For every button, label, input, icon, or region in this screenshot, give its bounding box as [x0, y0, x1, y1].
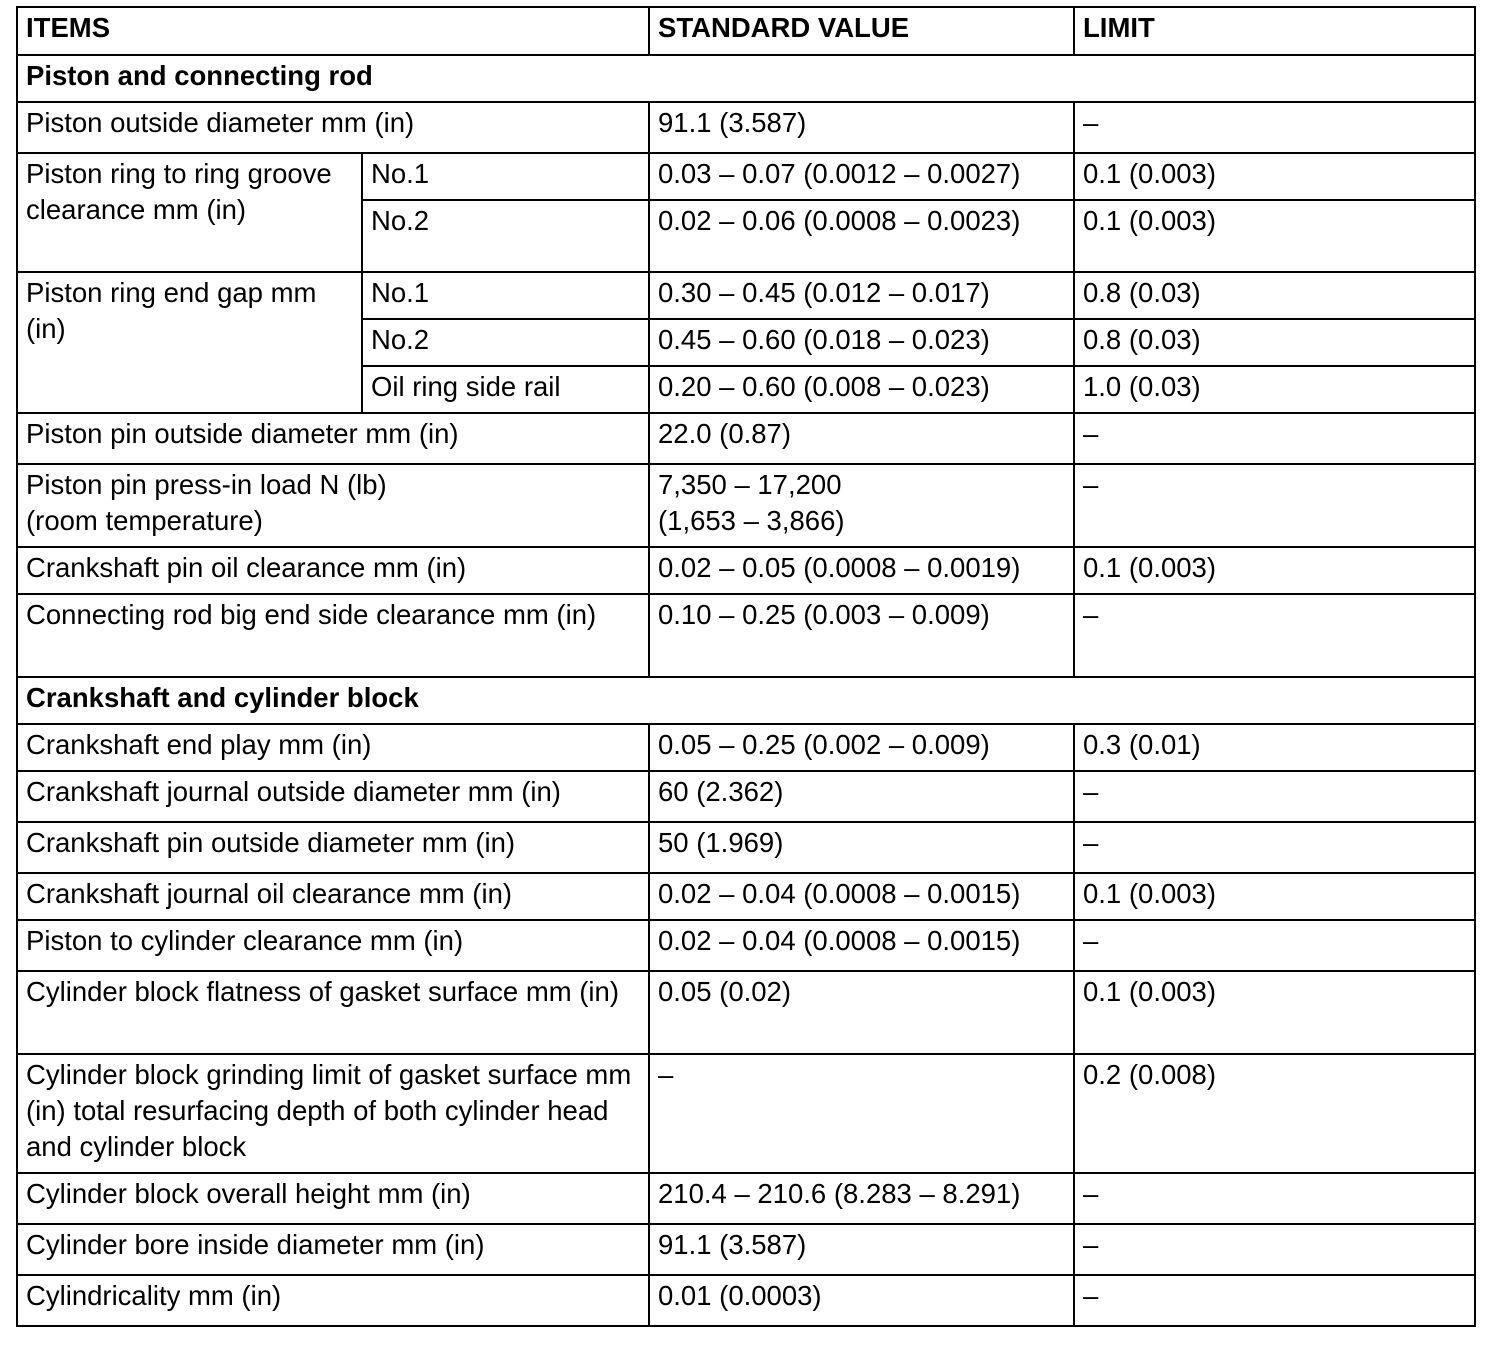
- standard-value-cell: 0.05 (0.02): [649, 971, 1074, 1054]
- section-row: [17, 55, 1475, 102]
- table-row: [17, 413, 1475, 464]
- limit-cell: –: [1074, 594, 1475, 677]
- limit-cell: –: [1074, 1173, 1475, 1224]
- standard-value-cell: 210.4 – 210.6 (8.283 – 8.291): [649, 1173, 1074, 1224]
- limit-cell: 0.2 (0.008): [1074, 1054, 1475, 1173]
- standard-value-cell: 91.1 (3.587): [649, 102, 1074, 153]
- standard-value-cell: 0.02 – 0.04 (0.0008 – 0.0015): [649, 873, 1074, 920]
- sub-item-cell: No.2: [362, 200, 649, 272]
- standard-value-cell: 91.1 (3.587): [649, 1224, 1074, 1275]
- standard-value-cell: 22.0 (0.87): [649, 413, 1074, 464]
- sub-item-cell: Oil ring side rail: [362, 366, 649, 413]
- item-cell: Crankshaft pin oil clearance mm (in): [17, 547, 649, 594]
- limit-cell: –: [1074, 464, 1475, 547]
- table-row: [17, 1054, 1475, 1173]
- limit-cell: –: [1074, 413, 1475, 464]
- standard-value-cell: –: [649, 1054, 1074, 1173]
- table-row: [17, 873, 1475, 920]
- standard-value-cell: 0.02 – 0.06 (0.0008 – 0.0023): [649, 200, 1074, 272]
- standard-value-cell: 0.45 – 0.60 (0.018 – 0.023): [649, 319, 1074, 366]
- header-standard-value: STANDARD VALUE: [649, 7, 1074, 55]
- limit-cell: 1.0 (0.03): [1074, 366, 1475, 413]
- standard-value-cell: 0.03 – 0.07 (0.0012 – 0.0027): [649, 153, 1074, 200]
- standard-value-cell: 0.20 – 0.60 (0.008 – 0.023): [649, 366, 1074, 413]
- sub-item-cell: No.2: [362, 319, 649, 366]
- limit-cell: –: [1074, 920, 1475, 971]
- header-limit: LIMIT: [1074, 7, 1475, 55]
- item-cell: Cylinder block flatness of gasket surface mm (in): [17, 971, 649, 1054]
- limit-cell: 0.3 (0.01): [1074, 724, 1475, 771]
- sub-item-cell: No.1: [362, 153, 649, 200]
- table-row: [17, 724, 1475, 771]
- standard-value-cell: 7,350 – 17,200 (1,653 – 3,866): [649, 464, 1074, 547]
- section-row: [17, 677, 1475, 724]
- limit-cell: 0.1 (0.003): [1074, 200, 1475, 272]
- specification-table: [16, 6, 1476, 1327]
- limit-cell: 0.8 (0.03): [1074, 272, 1475, 319]
- standard-value-cell: 0.02 – 0.05 (0.0008 – 0.0019): [649, 547, 1074, 594]
- item-cell: Piston pin outside diameter mm (in): [17, 413, 649, 464]
- standard-value-cell: 0.01 (0.0003): [649, 1275, 1074, 1326]
- table-row: [17, 272, 1475, 319]
- sub-item-cell: No.1: [362, 272, 649, 319]
- item-cell: Crankshaft pin outside diameter mm (in): [17, 822, 649, 873]
- item-cell: Piston ring to ring groove clearance mm (in): [17, 153, 362, 272]
- item-cell: Piston ring end gap mm (in): [17, 272, 362, 413]
- item-cell: Piston to cylinder clearance mm (in): [17, 920, 649, 971]
- item-cell: Crankshaft journal outside diameter mm (in): [17, 771, 649, 822]
- limit-cell: –: [1074, 822, 1475, 873]
- table-row: [17, 547, 1475, 594]
- limit-cell: –: [1074, 1224, 1475, 1275]
- header-items: ITEMS: [17, 7, 649, 55]
- table-row: [17, 771, 1475, 822]
- limit-cell: 0.1 (0.003): [1074, 153, 1475, 200]
- section-title: Piston and connecting rod: [17, 55, 1475, 102]
- item-cell: Piston outside diameter mm (in): [17, 102, 649, 153]
- item-cell: Cylinder block grinding limit of gasket surface mm (in) total resurfacing depth of both cylinder head and cylinder block: [17, 1054, 649, 1173]
- limit-cell: –: [1074, 102, 1475, 153]
- table-row: [17, 153, 1475, 200]
- table-row: [17, 971, 1475, 1054]
- limit-cell: 0.8 (0.03): [1074, 319, 1475, 366]
- header-row: [17, 7, 1475, 55]
- item-cell: Cylindricality mm (in): [17, 1275, 649, 1326]
- table-row: [17, 1275, 1475, 1326]
- item-cell: Connecting rod big end side clearance mm (in): [17, 594, 649, 677]
- standard-value-cell: 0.30 – 0.45 (0.012 – 0.017): [649, 272, 1074, 319]
- standard-value-cell: 0.10 – 0.25 (0.003 – 0.009): [649, 594, 1074, 677]
- item-cell: Crankshaft end play mm (in): [17, 724, 649, 771]
- standard-value-cell: 0.02 – 0.04 (0.0008 – 0.0015): [649, 920, 1074, 971]
- limit-cell: 0.1 (0.003): [1074, 873, 1475, 920]
- limit-cell: –: [1074, 1275, 1475, 1326]
- table-row: [17, 102, 1475, 153]
- item-cell: Piston pin press-in load N (lb) (room temperature): [17, 464, 649, 547]
- limit-cell: –: [1074, 771, 1475, 822]
- section-title: Crankshaft and cylinder block: [17, 677, 1475, 724]
- table-row: [17, 920, 1475, 971]
- table-row: [17, 822, 1475, 873]
- standard-value-cell: 0.05 – 0.25 (0.002 – 0.009): [649, 724, 1074, 771]
- item-cell: Crankshaft journal oil clearance mm (in): [17, 873, 649, 920]
- standard-value-cell: 50 (1.969): [649, 822, 1074, 873]
- standard-value-cell: 60 (2.362): [649, 771, 1074, 822]
- table-row: [17, 1224, 1475, 1275]
- table-row: [17, 464, 1475, 547]
- limit-cell: 0.1 (0.003): [1074, 547, 1475, 594]
- item-cell: Cylinder block overall height mm (in): [17, 1173, 649, 1224]
- table-row: [17, 594, 1475, 677]
- table-row: [17, 1173, 1475, 1224]
- limit-cell: 0.1 (0.003): [1074, 971, 1475, 1054]
- item-cell: Cylinder bore inside diameter mm (in): [17, 1224, 649, 1275]
